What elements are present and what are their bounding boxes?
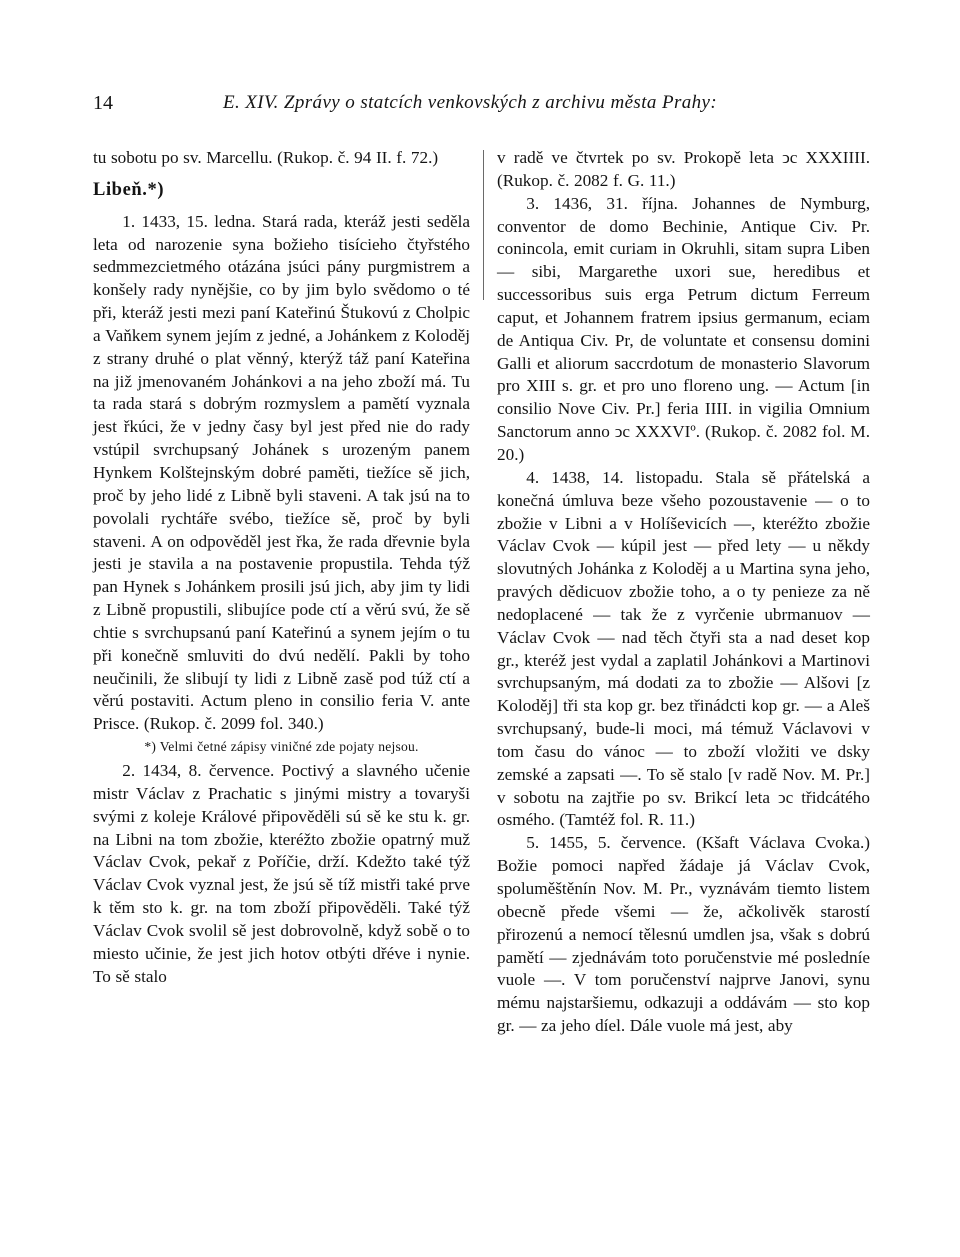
page-header xyxy=(93,92,870,132)
right-column xyxy=(497,147,870,1038)
entry-paragraph: 3. 1436, 31. října. Johannes de Nymburg, conventor de domo Bechinie, Antique Civ. Pr. conincola, emit curiam in Okruhli, sitam supra Liben — sibi, Margarethe uxori sue, heredibus et successoribus suis erga Petrum dictum Ferreum caput, et Johannem fratrem ipsius germanum, eciam de Antiqua Civ. Pr, de voluntate et consensu domini Galli et aliorum saccrdotum de monasterio Slavorum pro XIII s. gr. et pro uno floreno ung. — Actum [in consilio Nove Civ. Pr.] feria IIII. in vigilia Omnium Sanctorum anno ↄc XXXVIº. (Rukop. č. 2082 fol. M. 20.) xyxy=(497,193,870,464)
entry-paragraph: 1. 1433, 15. ledna. Stará rada, kteráž jesti seděla leta od narozenie syna božieho tisícieho čtyřstého sedmmezcietmého otázána jsúci pány purgmistrem a konšely rady nynějšie, co by jim bylo svědomo o té při, kteráž jesti mezi paní Kateřinú Štukovú z Cholpic a Vaňkem synem jejím z jedné, a Johánkem z Koloděj z strany druhé o plat věnný, kterýž táž paní Kateřina na již jmenovaném Johánkovi a na jeho zboží má. Tu ta rada stará s dobrým rozmyslem a pamětí vyznala jest řkúci, že v jedny časy byl jest před nie do rady vstúpil svrchupsaný Johánek s urozeným panem Hynkem Kolštejnským dobré paměti, tiežíce sě jich, proč by jeho lidé z Libně byli staveni. A tak jsú na to povolali rychtáře svébo, tiežíce sě, proč by byli staveni. A on odpověděl jest řka, že rada dřevnie byla jesti je stavila a na postavenie propustila. Tehda týž pan Hynek s Johánkem prosili jsú jich, aby jim ty lidi z Libně propustili, slibujíce pode ctí a věrú svú, že sě chtie s svrchupsanú paní Kateřinú a synem jejím o tu při konečně smluviti do dvú nedělí. Pakli by toho neučinili, že slibují ty lidi z Libně zasě pod túž ctí a věrú postaviti. Actum pleno in consilio feria V. ante Prisce. (Rukop. č. 2099 fol. 340.) xyxy=(93,211,470,734)
footnote: *) Velmi četné zápisy viničné zde pojaty nejsou. xyxy=(144,739,419,755)
running-head: E. XIV. Zprávy o statcích venkovských z archivu města Prahy: xyxy=(223,92,718,113)
place-heading: Libeň.*) xyxy=(93,179,165,200)
entry-paragraph: 5. 1455, 5. července. (Kšaft Václava Cvoka.) Božie pomoci napřed žádaje já Václav Cvok, spoluměštěnín Nov. M. Pr., vyznávám tiemto listem obecně přede všemi — že, ačkolivěk starostí přirozenú a nemocí tělesnú umdlen jsa, však s dobrú pamětí — zjednávám toto poručenstvie mé posledníe vuole —. V tom poručenství najprve Janovi, synu mému najstaršiemu, odkazuji a oddávám — sto kop gr. — za jeho díel. Dále vuole má jest, aby xyxy=(497,833,870,1036)
page-number: 14 xyxy=(93,92,113,114)
column-divider xyxy=(483,150,484,300)
left-column xyxy=(93,147,470,989)
entry-paragraph: 4. 1438, 14. listopadu. Stala sě přátelská a konečná úmluva beze všeho pozoustavenie — o to zbožie v Libni a v Holíševicích —, kteréžto zbožie Václav Cvok — kúpil jest — před lety — u někdy slovutných Johánka z Koloděj a u Martina syna jeho, pravých dědicuov zbožie toho, a o ty penieze za ně nedoplacené — tak že z vyrčenie ubrmanuov — Václav Cvok — nad těch čtyři sta a nad deset kop gr., kteréž jest vydal a zaplatil Johánkovi a Martinovi svrchupsaným, má dodati za to zbožie — Alšovi [z Koloděj] tři sta kop gr. bez třinádcti kop gr. — a Aleš svrchupsaný, bude-li moci, má témuž Václavovi v tom času do vánoc — to zboží vložiti ve dsky zemské a zapsati —. To sě stalo [v radě Nov. M. Pr.] v sobotu na zajtřie po sv. Brikcí leta ↄc třidcátého osmého. (Tamtéž fol. R. 11.) xyxy=(497,467,870,830)
continuation-text: tu sobotu po sv. Marcellu. (Rukop. č. 94 II. f. 72.) xyxy=(93,148,439,167)
entry-paragraph: 2. 1434, 8. července. Poctivý a slavného učenie mistr Václav z Prachatic s jinými mistry a tovaryši svými z koleje Králové připověděli sú sě ke stu k. gr. na Libni na tom zbožie, kteréžto zbožie opatrný muž Václav Cvok, pekař z Poříčie, drží. Kdežto také týž Václav Cvok vyznal jest, že jsú sě tíž mistři také prve k těm sto k. gr. na tom zboží připověděli. Také týž Václav Cvok svolil sě jest dobrovolně, když sobě o to miesto učinie, že jest jich hotov otbýti dřéve i nynie. To sě stalo xyxy=(93,761,470,986)
continuation-text: v radě ve čtvrtek po sv. Prokopě leta ↄc XXXIIII. (Rukop. č. 2082 f. G. 11.) xyxy=(497,148,870,190)
